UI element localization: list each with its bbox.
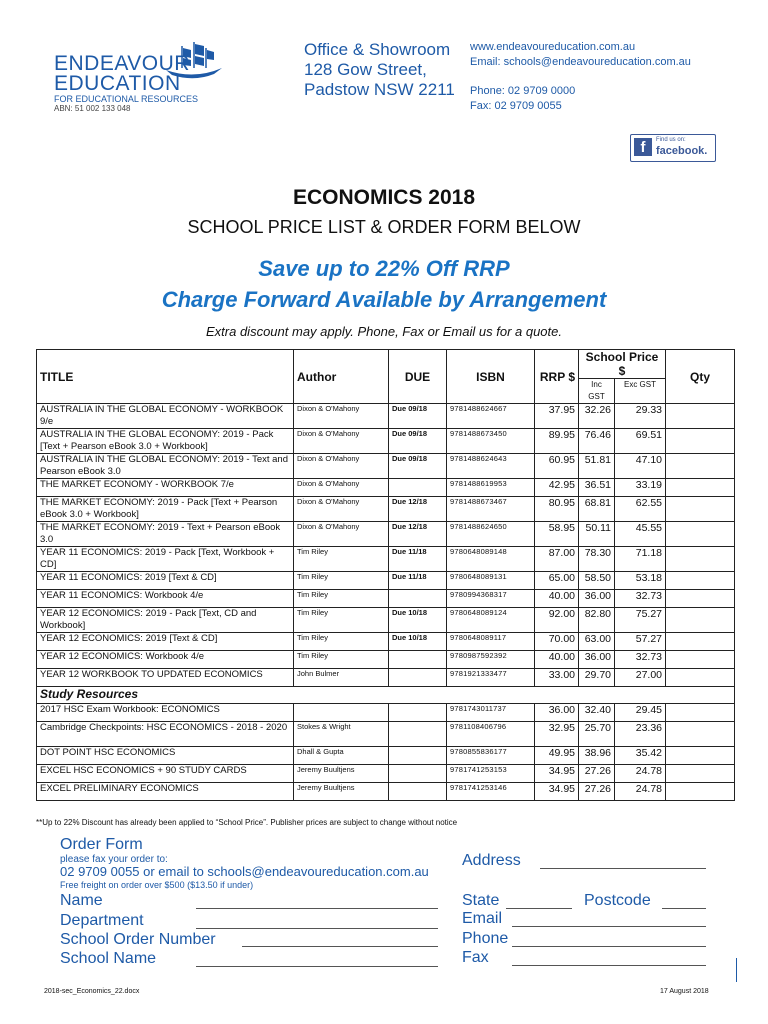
phone-number: Phone: 02 9709 0000 bbox=[470, 85, 576, 97]
logo-brand-line1: ENDEAVOUR bbox=[54, 52, 190, 75]
address-field[interactable] bbox=[540, 868, 706, 869]
order-contact: 02 9709 0055 or email to schools@endeavoureducation.com.au bbox=[60, 864, 429, 879]
office-line3: Padstow NSW 2211 bbox=[304, 80, 455, 99]
row-isbn: 9781488673450 bbox=[447, 429, 535, 454]
row-isbn: 9781488624643 bbox=[447, 454, 535, 479]
promo-line2: Charge Forward Available by Arrangement bbox=[161, 287, 607, 312]
table-row bbox=[37, 783, 735, 801]
row-qty-cell[interactable] bbox=[666, 722, 735, 747]
table-row bbox=[37, 608, 735, 633]
row-price-exc-gst: 75.27 bbox=[615, 608, 666, 633]
row-title: AUSTRALIA IN THE GLOBAL ECONOMY - WORKBOOK 9/e bbox=[37, 404, 294, 429]
col-inc-gst-header: Inc GST bbox=[579, 379, 615, 404]
row-title: 2017 HSC Exam Workbook: ECONOMICS bbox=[37, 704, 294, 722]
row-due: Due 10/18 bbox=[389, 633, 447, 651]
row-rrp: 92.00 bbox=[535, 608, 579, 633]
row-rrp: 32.95 bbox=[535, 722, 579, 747]
office-line1: Office & Showroom bbox=[304, 40, 451, 59]
row-price-exc-gst: 24.78 bbox=[615, 765, 666, 783]
row-author: Dixon & O'Mahony bbox=[294, 522, 389, 547]
row-due bbox=[389, 722, 447, 747]
row-title: YEAR 11 ECONOMICS: 2019 - Pack [Text, Workbook + CD] bbox=[37, 547, 294, 572]
school-order-label: School Order Number bbox=[60, 931, 216, 948]
school-name-field[interactable] bbox=[196, 966, 438, 967]
row-price-exc-gst: 24.78 bbox=[615, 783, 666, 801]
row-title: YEAR 12 WORKBOOK TO UPDATED ECONOMICS bbox=[37, 669, 294, 687]
row-isbn: 9780648089131 bbox=[447, 572, 535, 590]
row-author: Tim Riley bbox=[294, 651, 389, 669]
fax-label: Fax bbox=[462, 949, 489, 966]
row-isbn: 9781741253146 bbox=[447, 783, 535, 801]
row-price-inc-gst: 25.70 bbox=[579, 722, 615, 747]
study-resources-heading: Study Resources bbox=[37, 687, 735, 704]
col-school-price-header: School Price $ bbox=[579, 350, 666, 379]
row-qty-cell[interactable] bbox=[666, 608, 735, 633]
row-author: Dixon & O'Mahony bbox=[294, 454, 389, 479]
row-isbn: 9781743011737 bbox=[447, 704, 535, 722]
fax-number: Fax: 02 9709 0055 bbox=[470, 100, 562, 112]
row-title: THE MARKET ECONOMY: 2019 - Pack [Text + Pearson eBook 3.0 + Workbook] bbox=[37, 497, 294, 522]
school-name-label: School Name bbox=[60, 950, 157, 967]
table-row bbox=[37, 429, 735, 454]
row-author: Dixon & O'Mahony bbox=[294, 429, 389, 454]
row-qty-cell[interactable] bbox=[666, 429, 735, 454]
col-title-header: TITLE bbox=[37, 350, 294, 404]
row-author: Tim Riley bbox=[294, 633, 389, 651]
row-price-exc-gst: 62.55 bbox=[615, 497, 666, 522]
office-line2: 128 Gow Street, bbox=[304, 60, 427, 79]
row-author: John Bulmer bbox=[294, 669, 389, 687]
row-rrp: 65.00 bbox=[535, 572, 579, 590]
order-instructions: please fax your order to: bbox=[60, 854, 168, 865]
row-price-inc-gst: 38.96 bbox=[579, 747, 615, 765]
row-price-inc-gst: 76.46 bbox=[579, 429, 615, 454]
row-price-inc-gst: 27.26 bbox=[579, 765, 615, 783]
name-label: Name bbox=[60, 892, 103, 909]
footer-date: 17 August 2018 bbox=[660, 988, 709, 995]
row-price-inc-gst: 78.30 bbox=[579, 547, 615, 572]
row-title: YEAR 11 ECONOMICS: Workbook 4/e bbox=[37, 590, 294, 608]
row-isbn: 9780648089124 bbox=[447, 608, 535, 633]
table-row bbox=[37, 722, 735, 747]
row-due bbox=[389, 669, 447, 687]
row-qty-cell[interactable] bbox=[666, 590, 735, 608]
facebook-badge[interactable] bbox=[630, 134, 716, 162]
row-price-exc-gst: 57.27 bbox=[615, 633, 666, 651]
row-author: Tim Riley bbox=[294, 590, 389, 608]
row-isbn: 9781488673467 bbox=[447, 497, 535, 522]
row-title: YEAR 12 ECONOMICS: Workbook 4/e bbox=[37, 651, 294, 669]
row-title: THE MARKET ECONOMY: 2019 - Text + Pearson eBook 3.0 bbox=[37, 522, 294, 547]
order-form-heading: Order Form bbox=[60, 836, 143, 853]
row-qty-cell[interactable] bbox=[666, 522, 735, 547]
table-row bbox=[37, 747, 735, 765]
row-isbn: 9781488624667 bbox=[447, 404, 535, 429]
row-qty-cell[interactable] bbox=[666, 633, 735, 651]
row-due bbox=[389, 747, 447, 765]
col-isbn-header: ISBN bbox=[447, 350, 535, 404]
row-price-exc-gst: 47.10 bbox=[615, 454, 666, 479]
email-label: Email bbox=[462, 910, 503, 927]
row-isbn: 9781921333477 bbox=[447, 669, 535, 687]
row-author: Jeremy Buultjens bbox=[294, 783, 389, 801]
table-row bbox=[37, 765, 735, 783]
row-price-exc-gst: 71.18 bbox=[615, 547, 666, 572]
row-title: YEAR 12 ECONOMICS: 2019 - Pack [Text, CD and Workbook] bbox=[37, 608, 294, 633]
row-price-inc-gst: 82.80 bbox=[579, 608, 615, 633]
row-title: AUSTRALIA IN THE GLOBAL ECONOMY: 2019 - Pack [Text + Pearson eBook 3.0 + Workbook] bbox=[37, 429, 294, 454]
row-price-inc-gst: 68.81 bbox=[579, 497, 615, 522]
row-title: EXCEL PRELIMINARY ECONOMICS bbox=[37, 783, 294, 801]
row-isbn: 9780994368317 bbox=[447, 590, 535, 608]
price-footnote: **Up to 22% Discount has already been applied to “School Price”. Publisher prices are subject to change without notice bbox=[36, 818, 458, 827]
row-due bbox=[389, 479, 447, 497]
row-price-inc-gst: 36.00 bbox=[579, 651, 615, 669]
row-qty-cell[interactable] bbox=[666, 547, 735, 572]
row-qty-cell[interactable] bbox=[666, 704, 735, 722]
row-qty-cell[interactable] bbox=[666, 454, 735, 479]
row-rrp: 33.00 bbox=[535, 669, 579, 687]
page-subtitle: SCHOOL PRICE LIST & ORDER FORM BELOW bbox=[187, 217, 581, 237]
row-qty-cell[interactable] bbox=[666, 404, 735, 429]
row-price-exc-gst: 69.51 bbox=[615, 429, 666, 454]
row-due bbox=[389, 765, 447, 783]
phone-label: Phone bbox=[462, 930, 509, 947]
row-qty-cell[interactable] bbox=[666, 747, 735, 765]
row-due: Due 10/18 bbox=[389, 608, 447, 633]
row-rrp: 42.95 bbox=[535, 479, 579, 497]
letterhead bbox=[34, 28, 720, 168]
row-rrp: 36.00 bbox=[535, 704, 579, 722]
table-row bbox=[37, 522, 735, 547]
department-field[interactable] bbox=[196, 928, 438, 929]
row-qty-cell[interactable] bbox=[666, 572, 735, 590]
website-link[interactable]: www.endeavoureducation.com.au bbox=[470, 41, 636, 53]
name-field[interactable] bbox=[196, 908, 438, 909]
col-qty-header: Qty bbox=[666, 350, 735, 404]
row-price-exc-gst: 33.19 bbox=[615, 479, 666, 497]
row-price-inc-gst: 32.40 bbox=[579, 704, 615, 722]
row-isbn: 9781108406796 bbox=[447, 722, 535, 747]
row-price-inc-gst: 51.81 bbox=[579, 454, 615, 479]
row-rrp: 80.95 bbox=[535, 497, 579, 522]
row-author: Dixon & O'Mahony bbox=[294, 479, 389, 497]
table-row bbox=[37, 497, 735, 522]
row-rrp: 58.95 bbox=[535, 522, 579, 547]
discount-note: Extra discount may apply. Phone, Fax or Email us for a quote. bbox=[206, 324, 562, 339]
row-price-inc-gst: 27.26 bbox=[579, 783, 615, 801]
row-due: Due 12/18 bbox=[389, 497, 447, 522]
row-price-exc-gst: 27.00 bbox=[615, 669, 666, 687]
row-due: Due 11/18 bbox=[389, 572, 447, 590]
row-isbn: 9781488619953 bbox=[447, 479, 535, 497]
row-author: Tim Riley bbox=[294, 572, 389, 590]
row-author: Dhall & Gupta bbox=[294, 747, 389, 765]
row-qty-cell[interactable] bbox=[666, 651, 735, 669]
row-rrp: 37.95 bbox=[535, 404, 579, 429]
row-due: Due 09/18 bbox=[389, 429, 447, 454]
row-due bbox=[389, 590, 447, 608]
table-row bbox=[37, 651, 735, 669]
row-rrp: 40.00 bbox=[535, 651, 579, 669]
table-row bbox=[37, 590, 735, 608]
row-qty-cell[interactable] bbox=[666, 669, 735, 687]
table-header-row bbox=[37, 350, 735, 379]
address-label: Address bbox=[462, 852, 521, 869]
table-row bbox=[37, 633, 735, 651]
row-due: Due 09/18 bbox=[389, 454, 447, 479]
row-due: Due 11/18 bbox=[389, 547, 447, 572]
row-isbn: 9780648089117 bbox=[447, 633, 535, 651]
department-label: Department bbox=[60, 912, 144, 929]
row-price-exc-gst: 32.73 bbox=[615, 590, 666, 608]
row-due: Due 09/18 bbox=[389, 404, 447, 429]
abn-number: ABN: 51 002 133 048 bbox=[54, 104, 131, 113]
row-author bbox=[294, 704, 389, 722]
phone-field[interactable] bbox=[512, 946, 706, 947]
postcode-label: Postcode bbox=[584, 892, 651, 909]
facebook-wordmark: facebook. bbox=[656, 145, 708, 157]
row-rrp: 49.95 bbox=[535, 747, 579, 765]
row-isbn: 9781488624650 bbox=[447, 522, 535, 547]
row-isbn: 9780987592392 bbox=[447, 651, 535, 669]
col-author-header: Author bbox=[294, 350, 389, 404]
row-price-inc-gst: 32.26 bbox=[579, 404, 615, 429]
row-price-exc-gst: 35.42 bbox=[615, 747, 666, 765]
row-price-inc-gst: 29.70 bbox=[579, 669, 615, 687]
row-price-inc-gst: 50.11 bbox=[579, 522, 615, 547]
order-form bbox=[36, 836, 736, 976]
row-title: Cambridge Checkpoints: HSC ECONOMICS - 2018 - 2020 bbox=[37, 722, 294, 747]
row-qty-cell[interactable] bbox=[666, 479, 735, 497]
price-table bbox=[36, 349, 735, 801]
row-price-exc-gst: 29.33 bbox=[615, 404, 666, 429]
promo-line1: Save up to 22% Off RRP bbox=[258, 256, 510, 281]
facebook-find-text: Find us on: bbox=[656, 137, 686, 143]
contact-details bbox=[470, 40, 691, 114]
row-rrp: 34.95 bbox=[535, 783, 579, 801]
row-price-exc-gst: 53.18 bbox=[615, 572, 666, 590]
row-price-inc-gst: 63.00 bbox=[579, 633, 615, 651]
office-address bbox=[304, 40, 455, 100]
row-rrp: 34.95 bbox=[535, 765, 579, 783]
row-price-inc-gst: 36.51 bbox=[579, 479, 615, 497]
row-title: EXCEL HSC ECONOMICS + 90 STUDY CARDS bbox=[37, 765, 294, 783]
row-price-exc-gst: 29.45 bbox=[615, 704, 666, 722]
row-author: Dixon & O'Mahony bbox=[294, 497, 389, 522]
row-qty-cell[interactable] bbox=[666, 497, 735, 522]
row-author: Tim Riley bbox=[294, 547, 389, 572]
fax-field[interactable] bbox=[512, 965, 706, 966]
table-row bbox=[37, 669, 735, 687]
row-title: DOT POINT HSC ECONOMICS bbox=[37, 747, 294, 765]
table-row bbox=[37, 704, 735, 722]
table-row bbox=[37, 479, 735, 497]
section-row bbox=[37, 687, 735, 704]
row-title: THE MARKET ECONOMY - WORKBOOK 7/e bbox=[37, 479, 294, 497]
page-title: ECONOMICS 2018 bbox=[292, 186, 476, 209]
logo-brand-line2: EDUCATION bbox=[54, 72, 181, 95]
table-row bbox=[37, 404, 735, 429]
freight-note: Free freight on order over $500 ($13.50 if under) bbox=[60, 880, 254, 890]
row-qty-cell[interactable] bbox=[666, 765, 735, 783]
row-isbn: 9780648089148 bbox=[447, 547, 535, 572]
row-rrp: 89.95 bbox=[535, 429, 579, 454]
col-due-header: DUE bbox=[389, 350, 447, 404]
row-due bbox=[389, 651, 447, 669]
row-price-exc-gst: 32.73 bbox=[615, 651, 666, 669]
row-title: YEAR 12 ECONOMICS: 2019 [Text & CD] bbox=[37, 633, 294, 651]
table-row bbox=[37, 572, 735, 590]
row-title: AUSTRALIA IN THE GLOBAL ECONOMY: 2019 - Text and Pearson eBook 3.0 bbox=[37, 454, 294, 479]
row-rrp: 87.00 bbox=[535, 547, 579, 572]
email-field[interactable] bbox=[512, 926, 706, 927]
postcode-field[interactable] bbox=[662, 908, 706, 909]
row-price-inc-gst: 36.00 bbox=[579, 590, 615, 608]
row-author: Jeremy Buultjens bbox=[294, 765, 389, 783]
row-title: YEAR 11 ECONOMICS: 2019 [Text & CD] bbox=[37, 572, 294, 590]
logo-tagline: FOR EDUCATIONAL RESOURCES bbox=[54, 94, 199, 104]
col-rrp-header: RRP $ bbox=[535, 350, 579, 404]
endeavour-logo bbox=[34, 28, 254, 118]
row-rrp: 40.00 bbox=[535, 590, 579, 608]
row-isbn: 9780855836177 bbox=[447, 747, 535, 765]
col-exc-gst-header: Exc GST bbox=[615, 379, 666, 404]
row-author: Tim Riley bbox=[294, 608, 389, 633]
row-qty-cell[interactable] bbox=[666, 783, 735, 801]
row-price-exc-gst: 45.55 bbox=[615, 522, 666, 547]
row-due bbox=[389, 704, 447, 722]
row-isbn: 9781741253153 bbox=[447, 765, 535, 783]
table-row bbox=[37, 547, 735, 572]
row-price-inc-gst: 58.50 bbox=[579, 572, 615, 590]
facebook-icon: f bbox=[634, 138, 652, 156]
divider bbox=[736, 958, 737, 982]
row-author: Dixon & O'Mahony bbox=[294, 404, 389, 429]
row-due: Due 12/18 bbox=[389, 522, 447, 547]
email-link[interactable]: Email: schools@endeavoureducation.com.au bbox=[470, 56, 691, 68]
row-price-exc-gst: 23.36 bbox=[615, 722, 666, 747]
school-order-field[interactable] bbox=[242, 946, 438, 947]
row-rrp: 70.00 bbox=[535, 633, 579, 651]
row-due bbox=[389, 783, 447, 801]
state-field[interactable] bbox=[506, 908, 572, 909]
row-author: Stokes & Wright bbox=[294, 722, 389, 747]
footer-filename: 2018-sec_Economics_22.docx bbox=[44, 988, 140, 995]
state-label: State bbox=[462, 892, 500, 909]
table-row bbox=[37, 454, 735, 479]
row-rrp: 60.95 bbox=[535, 454, 579, 479]
